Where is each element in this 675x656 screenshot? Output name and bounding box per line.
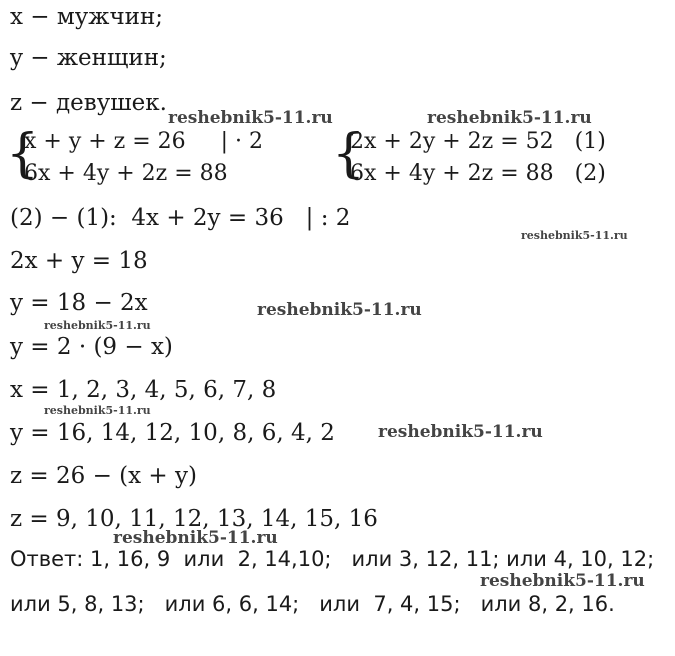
system1-row1: x + y + z = 26 | · 2 [24, 129, 264, 154]
watermark-5: reshebnik5-11.ru [44, 319, 151, 332]
step-y-factored: y = 2 · (9 − x) [10, 334, 173, 360]
watermark-2: reshebnik5-11.ru [427, 108, 592, 128]
answer-line2: или 5, 8, 13; или 6, 6, 14; или 7, 4, 15; или 8, 2, 16. [10, 592, 615, 616]
step-simplified: 2x + y = 18 [10, 248, 148, 274]
watermark-8: reshebnik5-11.ru [113, 528, 278, 548]
answer-line1: Ответ: 1, 16, 9 или 2, 14,10; или 3, 12, 11; или 4, 10, 12; [10, 547, 655, 571]
definition-x: x − мужчин; [10, 4, 164, 30]
step-y-expr: y = 18 − 2x [10, 290, 148, 316]
system1-brace: { [6, 124, 40, 184]
definition-z: z − девушек. [10, 90, 167, 116]
step-z-expr: z = 26 − (x + y) [10, 463, 197, 489]
watermark-9: reshebnik5-11.ru [480, 571, 645, 591]
watermark-3: reshebnik5-11.ru [521, 229, 628, 242]
step-x-values: x = 1, 2, 3, 4, 5, 6, 7, 8 [10, 377, 277, 403]
system2-brace: { [332, 124, 366, 184]
watermark-6: reshebnik5-11.ru [44, 404, 151, 417]
system1-row2: 6x + 4y + 2z = 88 [24, 161, 228, 186]
definition-y: y − женщин; [10, 45, 167, 71]
system2-row2: 6x + 4y + 2z = 88 (2) [350, 161, 606, 186]
system2-row1: 2x + 2y + 2z = 52 (1) [350, 129, 606, 154]
step-z-values: z = 9, 10, 11, 12, 13, 14, 15, 16 [10, 506, 378, 532]
step-subtract: (2) − (1): 4x + 2y = 36 | : 2 [10, 205, 351, 231]
step-y-values: y = 16, 14, 12, 10, 8, 6, 4, 2 [10, 420, 335, 446]
watermark-4: reshebnik5-11.ru [257, 300, 422, 320]
watermark-7: reshebnik5-11.ru [378, 422, 543, 442]
watermark-1: reshebnik5-11.ru [168, 108, 333, 128]
